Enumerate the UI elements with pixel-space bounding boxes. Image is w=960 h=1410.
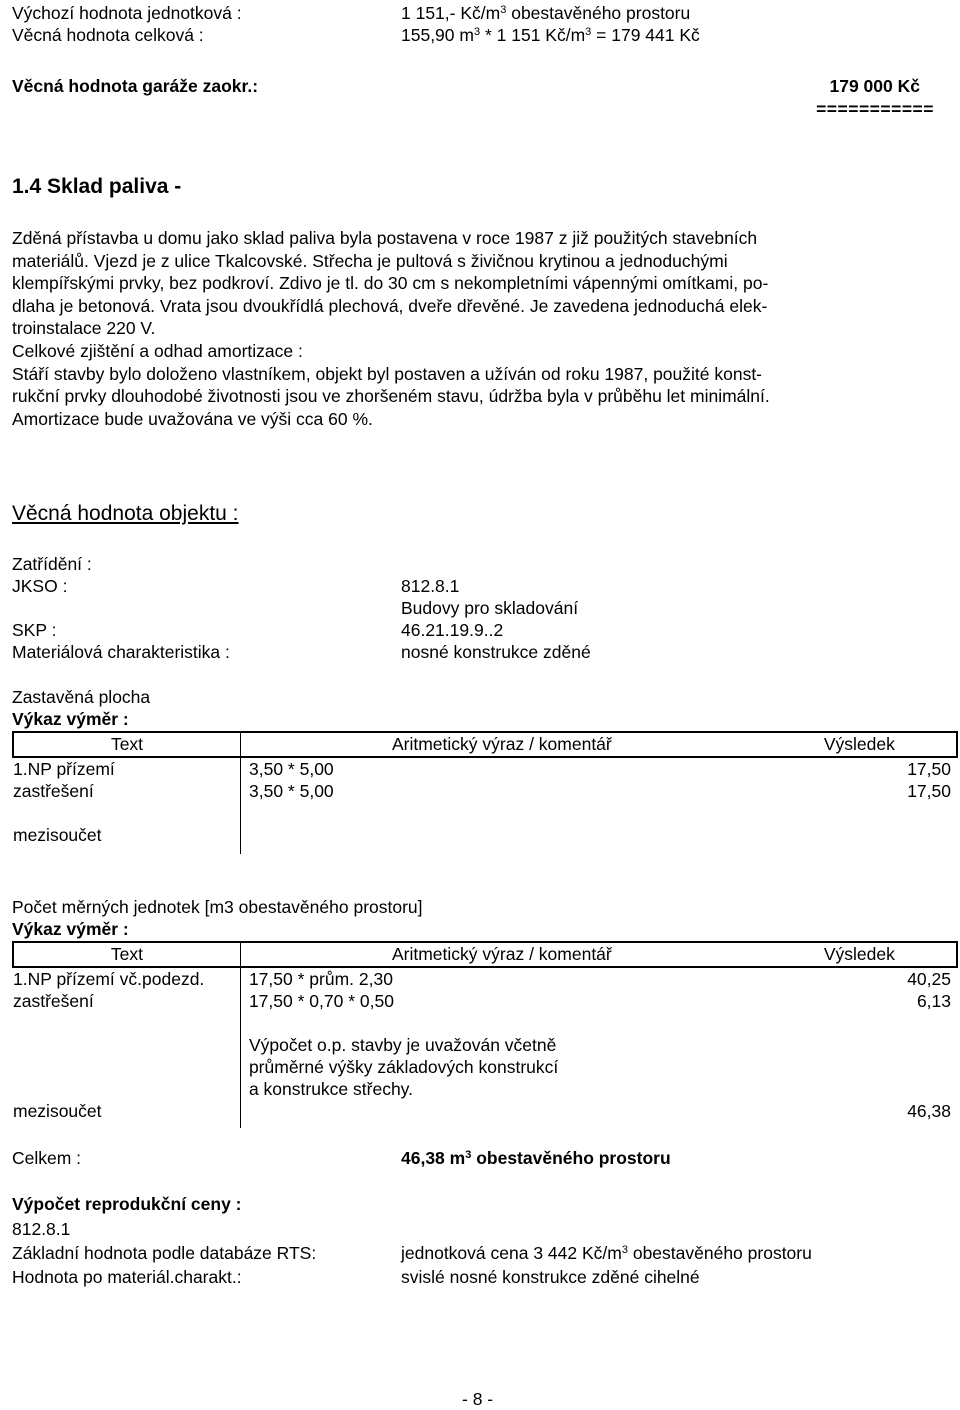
description-line: klempířskými prvky, bez podkroví. Zdivo je tl. do 30 cm s nekompletními vápennými omítkami, po-: [12, 273, 769, 294]
row-expression: 3,50 * 5,00: [249, 781, 334, 801]
header-text: Text: [13, 732, 241, 757]
note-spacer: [13, 1034, 240, 1100]
base-value: jednotková cena 3 442 $Kč/m^3$ obestavěného prostoru: [401, 1243, 812, 1263]
section-heading: 1.4 Sklad paliva -: [12, 175, 182, 198]
jkso-value: 812.8.1: [401, 576, 460, 596]
reproduction-heading: Výpočet reprodukční ceny :: [12, 1194, 242, 1214]
total-value-label: Věcná hodnota celková :: [12, 25, 204, 45]
table-row: [13, 757, 957, 780]
total-value: 155,90 $m^3 * 1$ 151 $Kč/m^3 = 179$ 441 Kč: [401, 25, 700, 45]
skp-value: 46.21.19.9..2: [401, 620, 504, 640]
base-value-label: Základní hodnota podle databáze RTS:: [12, 1243, 317, 1263]
row-result: 40,25: [907, 969, 951, 989]
volume-title: Počet měrných jednotek [m3 obestavěného prostoru]: [12, 897, 423, 917]
table-header-row: [13, 732, 957, 757]
subtotal-label: mezisoučet: [13, 824, 241, 854]
subtotal-row: [13, 824, 957, 854]
section-description: [12, 227, 948, 430]
volume-note: [240, 1034, 762, 1100]
subtotal-value: 46,38: [907, 1101, 951, 1121]
assessment-line: Stáří stavby bylo doloženo vlastníkem, objekt byl postaven a užíván od roku 1987, použité konst-: [12, 363, 763, 384]
assessment-line: Amortizace bude uvažována ve výši cca 60 %.: [12, 408, 373, 429]
row-expression: 3,50 * 5,00: [249, 759, 334, 779]
material-label: Materiálová charakteristika :: [12, 642, 230, 662]
row-text: 1.NP přízemí vč.podezd.: [13, 967, 240, 990]
unit-value-label: Výchozí hodnota jednotková :: [12, 3, 242, 23]
jkso-description: Budovy pro skladování: [401, 598, 579, 618]
row-text: [13, 1012, 240, 1034]
header-result: Výsledek: [763, 732, 957, 757]
description-line: troinstalace 220 V.: [12, 318, 156, 339]
row-result: [763, 1012, 957, 1034]
classification-label: Zatřídění :: [12, 554, 92, 574]
object-heading: Věcná hodnota objektu :: [12, 502, 239, 525]
volume-table: [12, 941, 958, 1128]
skp-label: SKP :: [12, 620, 57, 640]
table-row: [13, 780, 957, 802]
row-result: 6,13: [916, 991, 951, 1011]
description-line: materiálů. Vjezd je z ulice Tkalcovské. Střecha je pultová s živičnou krytinou a jednoduchými: [12, 250, 728, 271]
table-row: [13, 967, 957, 990]
jkso-label: JKSO :: [12, 576, 68, 596]
note-line: průměrné výšky základových konstrukcí: [248, 1057, 559, 1077]
header-text: Text: [13, 942, 240, 967]
row-result: 17,50: [907, 781, 951, 801]
garage-value-label: Věcná hodnota garáže zaokr.:: [12, 76, 259, 96]
page-number: - 8 -: [462, 1389, 494, 1409]
subtotal-value: [763, 824, 957, 854]
subtotal-label: mezisoučet: [13, 1100, 240, 1128]
row-text: [13, 802, 241, 824]
note-row: [13, 1034, 957, 1100]
table-header-row: [13, 942, 957, 967]
row-result: 17,50: [907, 759, 951, 779]
subtotal-row: [13, 1100, 957, 1128]
table-row: [13, 990, 957, 1012]
subtotal-expression: [240, 1100, 762, 1128]
note-result: [763, 1034, 957, 1100]
row-text: zastřešení: [13, 780, 241, 802]
note-line: a konstrukce střechy.: [248, 1079, 413, 1099]
row-expression: 17,50 * prům. 2,30: [248, 969, 393, 989]
unit-value: 1 151,- $Kč/m^3$ obestavěného prostoru: [401, 3, 691, 23]
row-text: zastřešení: [13, 990, 240, 1012]
row-text: 1.NP přízemí: [13, 757, 241, 780]
row-result: [763, 802, 957, 824]
description-line: dlaha je betonová. Vrata jsou dvoukřídlá plechová, dveře dřevěné. Je zavedena jednoduchá elek-: [12, 295, 768, 316]
header-result: Výsledek: [763, 942, 957, 967]
area-title: Zastavěná plocha: [12, 687, 151, 707]
total-label: Celkem :: [12, 1148, 82, 1168]
assessment-title: Celkové zjištění a odhad amortizace :: [12, 340, 303, 361]
description-line: Zděná přístavba u domu jako sklad paliva byla postavena v roce 1987 z již použitých stavebních: [12, 228, 758, 248]
total-volume: 46,38 $m^3$ obestavěného prostoru: [401, 1148, 671, 1168]
material-value: nosné konstrukce zděné: [401, 642, 591, 662]
row-expression: [240, 1012, 762, 1034]
header-expression: Aritmetický výraz / komentář: [240, 942, 762, 967]
garage-value: 179 000 Kč: [829, 76, 920, 96]
reproduction-code: 812.8.1: [12, 1219, 71, 1239]
volume-subtitle: Výkaz výměr :: [12, 919, 129, 939]
assessment-line: rukční prvky dlouhodobé životnosti jsou ve zhoršeném stavu, údržba byla v průběhu let minimální.: [12, 386, 770, 407]
material-adjust-label: Hodnota po materiál.charakt.:: [12, 1267, 242, 1287]
material-adjust-value: svislé nosné konstrukce zděné cihelné: [401, 1267, 700, 1287]
table-row: [13, 802, 957, 824]
subtotal-expression: [241, 824, 763, 854]
row-expression: [241, 802, 763, 824]
garage-value-underline: ===========: [816, 99, 934, 119]
area-table: [12, 731, 958, 854]
area-subtitle: Výkaz výměr :: [12, 709, 129, 729]
header-expression: Aritmetický výraz / komentář: [241, 732, 763, 757]
table-row: [13, 1012, 957, 1034]
note-line: Výpočet o.p. stavby je uvažován včetně: [248, 1035, 557, 1055]
row-expression: 17,50 * 0,70 * 0,50: [248, 991, 394, 1011]
